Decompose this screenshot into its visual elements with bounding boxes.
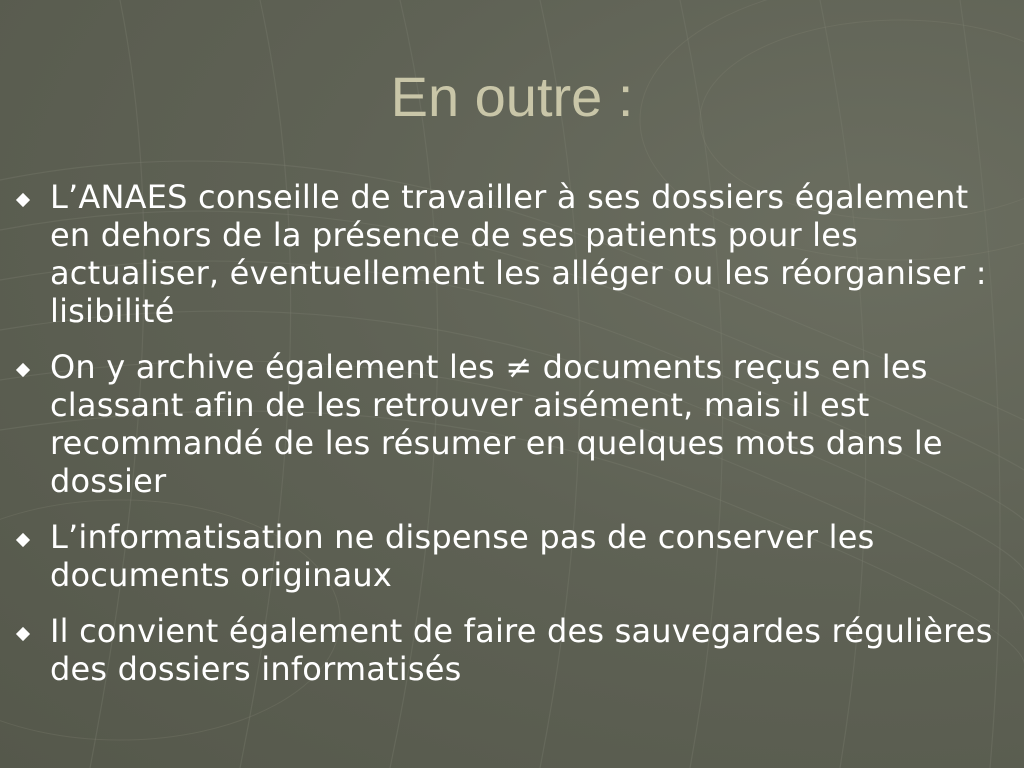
diamond-bullet-icon — [16, 533, 30, 547]
bullet-item — [12, 348, 1012, 500]
bullet-text: L’ANAES conseille de travailler à ses dossiers également en dehors de la présence de ses patients pour les actualiser, éventuellement les alléger ou les réorganiser : lisibilité — [50, 178, 987, 330]
diamond-bullet-icon — [16, 627, 30, 641]
diamond-bullet-icon — [16, 363, 30, 377]
bullet-text: Il convient également de faire des sauvegardes régulières des dossiers informatisés — [50, 612, 993, 688]
bullet-item — [12, 612, 1012, 688]
bullet-item — [12, 518, 1012, 594]
bullet-text: L’informatisation ne dispense pas de conserver les documents originaux — [50, 518, 875, 594]
bullet-item — [12, 178, 1012, 330]
bullet-text: On y archive également les ≠ documents reçus en les classant afin de les retrouver aisément, mais il est recommandé de les résumer en quelques mots dans le dossier — [50, 348, 943, 500]
slide-title: En outre : — [390, 65, 634, 128]
bullet-list — [12, 178, 1012, 706]
diamond-bullet-icon — [16, 193, 30, 207]
